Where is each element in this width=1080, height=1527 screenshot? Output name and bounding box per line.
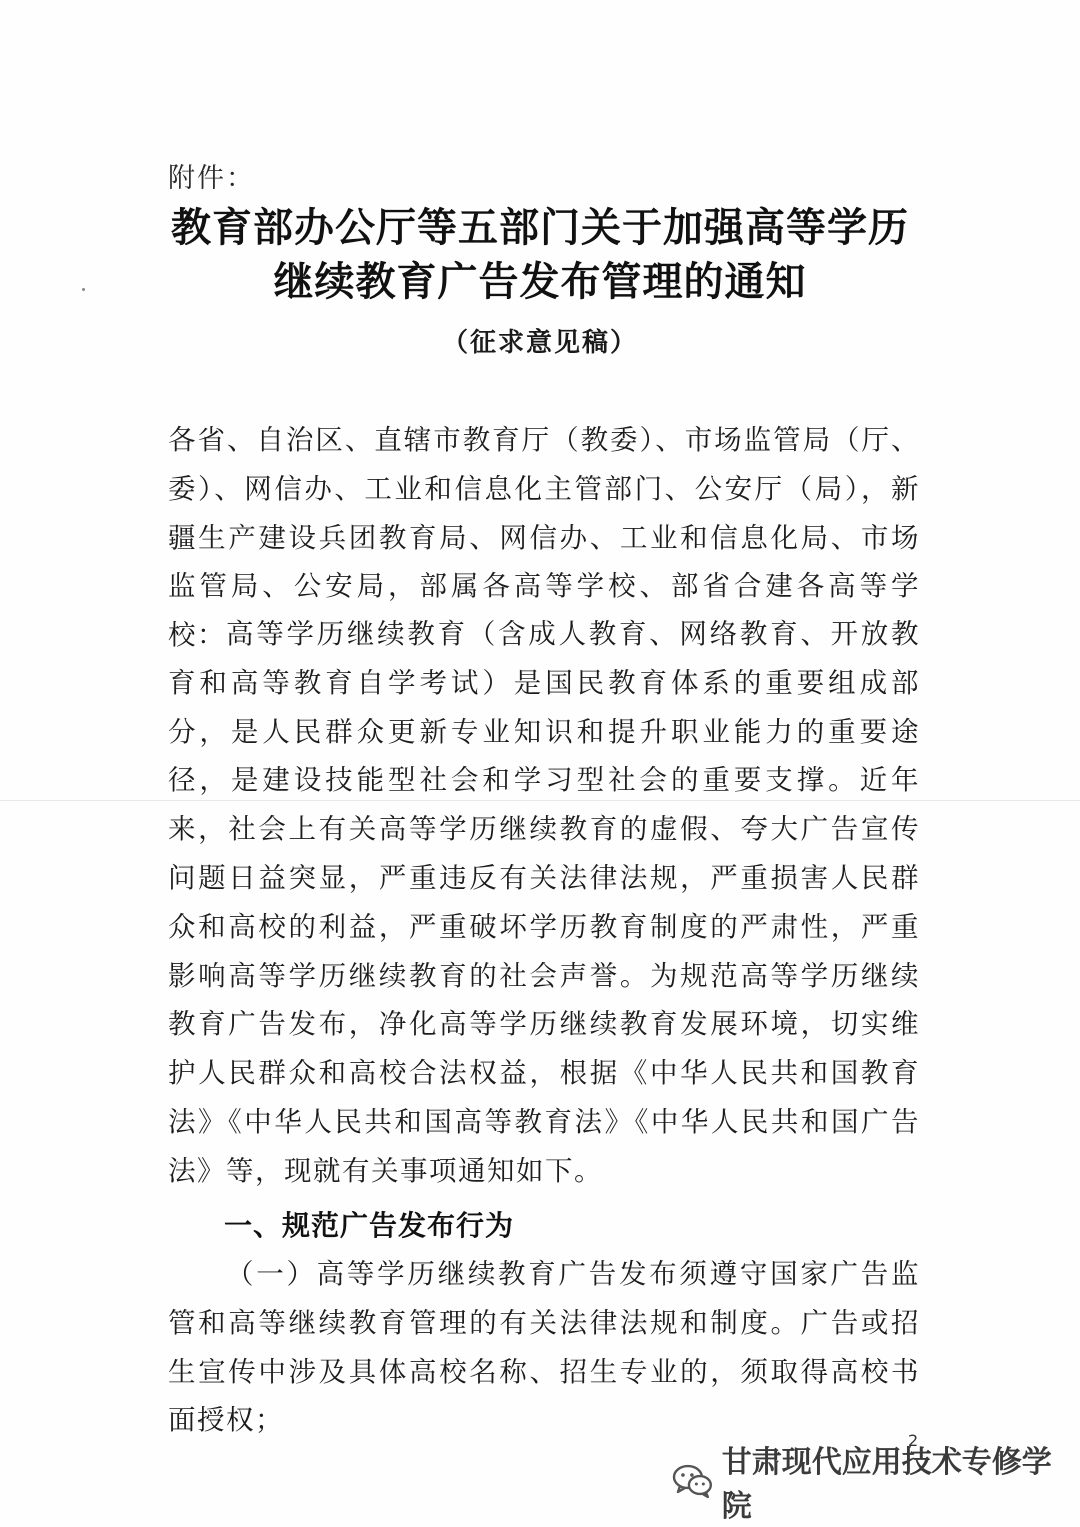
intro-paragraph: 高等学历继续教育（含成人教育、网络教育、开放教育和高等教育自学考试）是国民教育体系的重要组成部分，是人民群众更新专业知识和提升职业能力的重要途径，是建设技能型社会和学习型社会的重要支撑。近年来，社会上有关高等学历继续教育的虚假、夸大广告宣传问题日益突显，严重违反有关法律法规，严重损害人民群众和高校的利益，严重破坏学历教育制度的严肃性，严重影响高等学历继续教育的社会声誉。为规范高等学历继续教育广告发布，净化高等学历继续教育发展环境，切实维护人民群众和高校合法权益，根据《中华人民共和国教育法》《中华人民共和国高等教育法》《中华人民共和国广告法》等，现就有关事项通知如下。: [168, 618, 920, 1187]
document-subtitle: （征求意见稿）: [441, 328, 638, 358]
watermark-text: 甘肃现代应用技术专修学院: [721, 1445, 1052, 1524]
scan-speck: [82, 288, 85, 291]
document-title-line1: 教育部办公厅等五部门关于加强高等学历: [171, 204, 909, 251]
page-number: 2: [908, 1431, 919, 1450]
document-title-line2: 继续教育广告发布管理的通知: [273, 258, 807, 305]
attachment-label: 附件：: [168, 163, 255, 194]
addressee-paragraph: 各省、自治区、直辖市教育厅（教委）、市场监管局（厅、委）、网信办、工业和信息化主管部门、公安厅（局），新疆生产建设兵团教育局、网信办、工业和信息化局、市场监管局、公安局，部属各高等学校、部省合建各高等学校：: [168, 424, 920, 652]
section-heading: 一、规范广告发布行为: [224, 1209, 515, 1242]
section-paragraph: （一）高等学历继续教育广告发布须遵守国家广告监管和高等继续教育管理的有关法律法规和制度。广告或招生宣传中涉及具体高校名称、招生专业的，须取得高校书面授权；: [168, 1258, 920, 1437]
wechat-icon: [672, 1463, 714, 1499]
wechat-watermark: [672, 1445, 1080, 1524]
